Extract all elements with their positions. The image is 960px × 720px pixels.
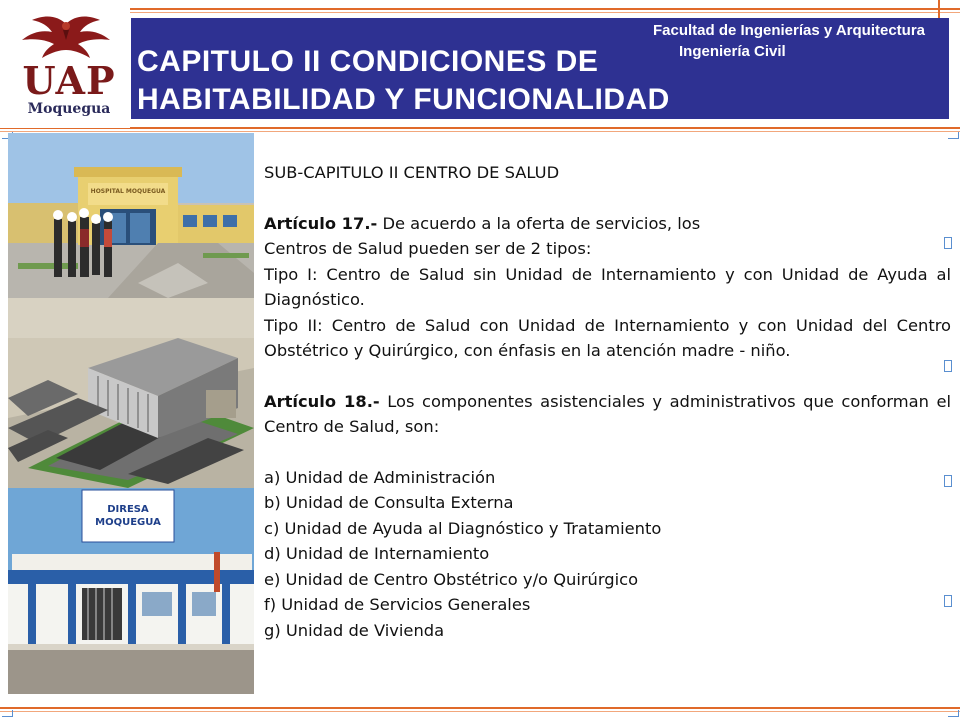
unit-item: b) Unidad de Consulta Externa <box>264 493 514 512</box>
frame-under-header-line-2 <box>0 131 960 132</box>
unit-item: c) Unidad de Ayuda al Diagnóstico y Tratamiento <box>264 518 662 538</box>
margin-tick <box>2 710 13 717</box>
photo-diresa-building <box>8 488 254 694</box>
article-17-line1 <box>264 211 951 237</box>
article-17-label: Artículo 17.- <box>264 213 378 233</box>
frame-under-header-line <box>0 127 960 129</box>
unit-item: a) Unidad de Administración <box>264 467 496 487</box>
frame-top-line <box>0 8 960 10</box>
unit-item: f) Unidad de Servicios Generales <box>264 595 531 614</box>
article-18-label: Artículo 18.- <box>264 391 380 411</box>
uap-logo <box>0 0 130 128</box>
header-banner <box>131 18 949 119</box>
logo-text: UAP <box>22 58 116 103</box>
frame-bottom-line <box>0 707 960 709</box>
diresa-sign-line1: DIRESA <box>107 504 149 515</box>
condor-emblem-icon <box>18 14 114 60</box>
frame-right-line <box>938 0 940 18</box>
title-line-2: HABITABILIDAD Y FUNCIONALIDAD <box>137 83 670 116</box>
tipo-1-text: Tipo I: Centro de Salud sin Unidad de Internamiento y con Unidad de Ayuda al Diagnóstico. <box>264 264 951 309</box>
margin-tick <box>948 132 959 139</box>
photo-hospital-entrance <box>8 133 254 298</box>
title-line-1: CAPITULO II CONDICIONES DE <box>137 45 599 78</box>
article-content <box>264 160 951 643</box>
frame-top-line-2 <box>0 12 960 13</box>
unit-item: d) Unidad de Internamiento <box>264 544 490 563</box>
article-17-line2: Centros de Salud pueden ser de 2 tipos: <box>264 239 592 258</box>
career-name: Ingeniería Civil <box>679 43 786 60</box>
page-title <box>137 43 787 119</box>
photo-aerial-rendering <box>8 298 254 488</box>
unit-item: g) Unidad de Vivienda <box>264 620 445 640</box>
unit-item: e) Unidad de Centro Obstétrico y/o Quirúrgico <box>264 569 639 589</box>
logo-subtext: Moquegua <box>27 101 111 117</box>
faculty-name: Facultad de Ingenierías y Arquitectura <box>652 22 925 39</box>
article-17-text1: De acuerdo a la oferta de servicios, los <box>377 213 701 233</box>
diresa-sign-line2: MOQUEGUA <box>95 517 161 528</box>
tipo-2-text: Tipo II: Centro de Salud con Unidad de Internamiento y con Unidad del Centro Obstétrico y Quirúrgico, con énfasis en la atención madre - niño. <box>264 315 951 360</box>
article-18-text: Los componentes asistenciales y administrativos que conforman el Centro de Salud, son: <box>264 391 951 436</box>
subchapter-heading: SUB-CAPITULO II CENTRO DE SALUD <box>264 163 560 182</box>
margin-tick <box>948 710 959 717</box>
hospital-sign-text: HOSPITAL MOQUEGUA <box>90 188 166 195</box>
article-18-paragraph <box>264 389 951 440</box>
frame-bottom-line-2 <box>0 711 960 712</box>
